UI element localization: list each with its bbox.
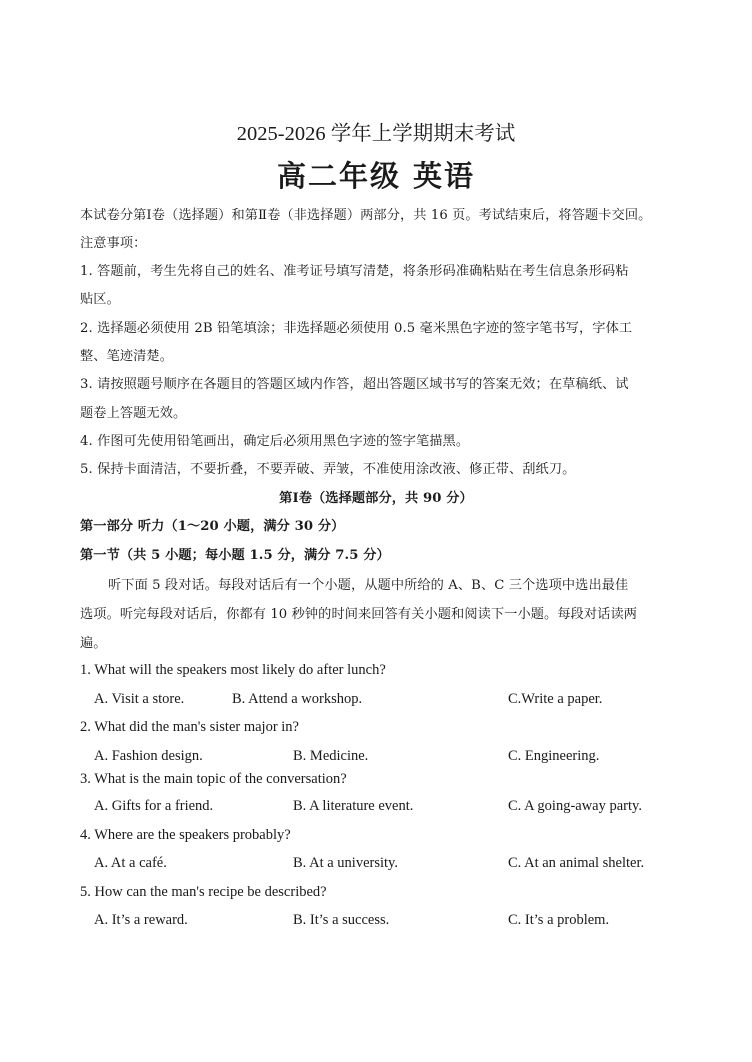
directions-line: 听下面 5 段对话。每段对话后有一个小题，从题中所给的 A、B、C 三个选项中选出最佳 xyxy=(108,578,629,593)
option-b: B. It’s a success. xyxy=(293,912,390,928)
option-c: C. Engineering. xyxy=(508,748,600,764)
option-a: A. At a café. xyxy=(94,855,167,871)
directions-line: 遍。 xyxy=(80,636,107,651)
option-a: A. It’s a reward. xyxy=(94,912,188,928)
note-line: 2. 选择题必须使用 2B 铅笔填涂；非选择题必须使用 0.5 毫米黑色字迹的签字笔书写，字体工 xyxy=(80,321,633,336)
option-b: B. Medicine. xyxy=(293,748,369,764)
part-heading: 第一部分 听力（1～20 小题，满分 30 分） xyxy=(80,519,345,534)
note-line: 4. 作图可先使用铅笔画出，确定后必须用黑色字迹的签字笔描黑。 xyxy=(80,434,470,449)
intro-line: 本试卷分第Ⅰ卷（选择题）和第Ⅱ卷（非选择题）两部分，共 16 页。考试结束后，将答题卡交回。 xyxy=(80,208,652,223)
option-b: B. Attend a workshop. xyxy=(232,691,363,707)
exam-title: 2025-2026 学年上学期期末考试 xyxy=(236,123,516,145)
note-line: 贴区。 xyxy=(80,292,120,307)
note-line: 题卷上答题无效。 xyxy=(80,406,187,421)
option-a: A. Visit a store. xyxy=(94,691,185,707)
option-b: B. A literature event. xyxy=(293,798,414,814)
note-line: 1. 答题前，考生先将自己的姓名、准考证号填写清楚，将条形码准确粘贴在考生信息条形码粘 xyxy=(80,264,629,279)
section-heading: 第一节（共 5 小题；每小题 1.5 分，满分 7.5 分） xyxy=(80,548,390,563)
question-stem: 2. What did the man's sister major in? xyxy=(80,719,299,735)
option-b: B. At a university. xyxy=(293,855,398,871)
question-stem: 1. What will the speakers most likely do after lunch? xyxy=(80,662,386,678)
exam-subtitle: 高二年级 英语 xyxy=(276,159,476,193)
option-a: A. Fashion design. xyxy=(94,748,203,764)
question-stem: 5. How can the man's recipe be described? xyxy=(80,884,327,900)
option-c: C.Write a paper. xyxy=(508,691,603,707)
note-line: 整、笔迹清楚。 xyxy=(80,349,174,364)
question-stem: 4. Where are the speakers probably? xyxy=(80,827,291,843)
option-c: C. At an animal shelter. xyxy=(508,855,645,871)
notice-label: 注意事项： xyxy=(80,236,147,251)
directions-line: 选项。听完每段对话后，你都有 10 秒钟的时间来回答有关小题和阅读下一小题。每段对话读两 xyxy=(80,607,638,622)
volume-heading: 第Ⅰ卷（选择题部分，共 90 分） xyxy=(279,491,473,506)
note-line: 5. 保持卡面清洁，不要折叠，不要弄破、弄皱，不准使用涂改液、修正带、刮纸刀。 xyxy=(80,462,576,477)
question-stem: 3. What is the main topic of the conversation? xyxy=(80,771,347,787)
option-a: A. Gifts for a friend. xyxy=(94,798,214,814)
note-line: 3. 请按照题号顺序在各题目的答题区域内作答，超出答题区域书写的答案无效；在草稿纸、试 xyxy=(80,377,629,392)
option-c: C. A going-away party. xyxy=(508,798,642,814)
option-c: C. It’s a problem. xyxy=(508,912,610,928)
